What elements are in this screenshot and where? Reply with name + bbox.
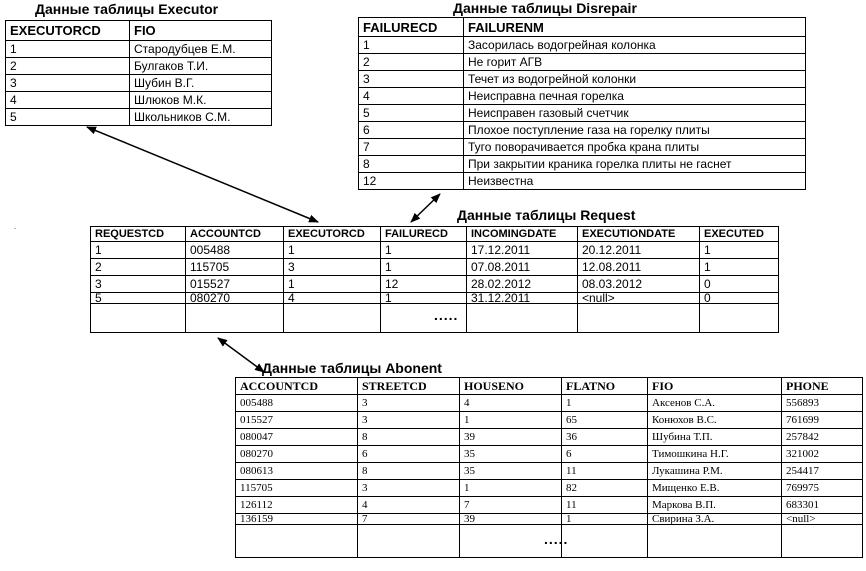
table-cell: 28.02.2012 — [467, 276, 578, 293]
table-cell: 005488 — [186, 242, 284, 259]
request-abonent-arrow — [218, 338, 264, 372]
column-header: FLATNO — [562, 378, 648, 395]
table-cell: Неисправна печная горелка — [464, 88, 806, 105]
table-cell: Тимошкина Н.Г. — [648, 446, 782, 463]
table-cell: 2 — [6, 58, 130, 75]
table-cell: 39 — [460, 514, 562, 525]
table-cell: 11 — [562, 497, 648, 514]
table-cell: 7 — [359, 139, 464, 156]
table-cell: 1 — [460, 412, 562, 429]
table-cell: 1 — [460, 480, 562, 497]
table-cell: Конюхов В.С. — [648, 412, 782, 429]
table-cell: 3 — [6, 75, 130, 92]
column-header: INCOMINGDATE — [467, 227, 578, 242]
table-cell: 3 — [91, 276, 186, 293]
table-cell: 2 — [91, 259, 186, 276]
table-cell: 2 — [359, 54, 464, 71]
column-header: REQUESTCD — [91, 227, 186, 242]
table-cell: 3 — [358, 480, 460, 497]
stray-dot: . — [14, 222, 17, 231]
table-cell: Свирина З.А. — [648, 514, 782, 525]
table-cell: Не горит АГВ — [464, 54, 806, 71]
table-cell: 1 — [700, 259, 779, 276]
table-cell: 3 — [284, 259, 381, 276]
column-header: STREETCD — [358, 378, 460, 395]
table-cell: 080613 — [236, 463, 358, 480]
executor-title: Данные таблицы Executor — [35, 1, 219, 17]
table-cell: 8 — [359, 156, 464, 173]
table-cell: 7 — [358, 514, 460, 525]
table-cell: 6 — [359, 122, 464, 139]
table-cell: 1 — [284, 242, 381, 259]
table-cell: 257842 — [782, 429, 863, 446]
request-title: Данные таблицы Request — [457, 207, 636, 223]
table-cell: 35 — [460, 446, 562, 463]
table-cell: 1 — [381, 242, 467, 259]
table-cell: Стародубцев Е.М. — [130, 41, 272, 58]
table-cell: <null> — [782, 514, 863, 525]
table-cell: 12 — [381, 276, 467, 293]
table-cell: 6 — [562, 446, 648, 463]
table-cell: 35 — [460, 463, 562, 480]
table-cell: 5 — [359, 105, 464, 122]
table-cell: 1 — [6, 41, 130, 58]
table-cell: 20.12.2011 — [578, 242, 700, 259]
table-cell: Шлюков М.К. — [130, 92, 272, 109]
column-header: FAILURECD — [381, 227, 467, 242]
table-cell: <null> — [578, 293, 700, 304]
table-cell: 82 — [562, 480, 648, 497]
table-cell: 3 — [358, 412, 460, 429]
table-cell: Течет из водогрейной колонки — [464, 71, 806, 88]
abonent-title: Данные таблицы Abonent — [262, 360, 442, 376]
table-cell: Мищенко Е.В. — [648, 480, 782, 497]
table-cell: 12.08.2011 — [578, 259, 700, 276]
table-cell: 1 — [284, 276, 381, 293]
table-cell: 0 — [700, 276, 779, 293]
disrepair-request-arrow — [411, 194, 440, 222]
table-cell: Неисправен газовый счетчик — [464, 105, 806, 122]
table-cell: 65 — [562, 412, 648, 429]
table-cell: 1 — [359, 37, 464, 54]
table-cell: Аксенов С.А. — [648, 395, 782, 412]
table-cell: 115705 — [236, 480, 358, 497]
table-cell: 4 — [284, 293, 381, 304]
table-cell: 080047 — [236, 429, 358, 446]
table-cell: Лукашина Р.М. — [648, 463, 782, 480]
table-cell: При закрытии краника горелка плиты не гаснет — [464, 156, 806, 173]
table-cell: 3 — [359, 71, 464, 88]
table-cell: 1 — [381, 259, 467, 276]
column-header: PHONE — [782, 378, 863, 395]
table-cell: 12 — [359, 173, 464, 190]
table-cell: 115705 — [186, 259, 284, 276]
table-cell: 136159 — [236, 514, 358, 525]
table-cell: 015527 — [186, 276, 284, 293]
table-cell: 0 — [700, 293, 779, 304]
table-cell: 7 — [460, 497, 562, 514]
table-cell: 39 — [460, 429, 562, 446]
table-cell: Плохое поступление газа на горелку плиты — [464, 122, 806, 139]
table-cell: 683301 — [782, 497, 863, 514]
table-cell: Туго поворачивается пробка крана плиты — [464, 139, 806, 156]
column-header: HOUSENO — [460, 378, 562, 395]
executor-request-arrow — [87, 127, 318, 222]
table-cell: 5 — [6, 109, 130, 126]
table-cell: 1 — [700, 242, 779, 259]
request-ellipsis: ..... — [434, 307, 459, 323]
column-header: EXECUTORCD — [284, 227, 381, 242]
column-header: ACCOUNTCD — [236, 378, 358, 395]
table-cell: Засорилась водогрейная колонка — [464, 37, 806, 54]
table-cell: 126112 — [236, 497, 358, 514]
disrepair-title: Данные таблицы Disrepair — [453, 0, 637, 16]
table-cell: 4 — [358, 497, 460, 514]
table-cell: 254417 — [782, 463, 863, 480]
table-cell: 07.08.2011 — [467, 259, 578, 276]
table-cell: 080270 — [186, 293, 284, 304]
column-header: EXECUTED — [700, 227, 779, 242]
table-cell: 321002 — [782, 446, 863, 463]
table-cell: 1 — [91, 242, 186, 259]
column-header: FAILURENM — [464, 18, 806, 37]
column-header: FIO — [130, 21, 272, 41]
table-cell: Школьников С.М. — [130, 109, 272, 126]
table-cell: 8 — [358, 429, 460, 446]
table-cell: 8 — [358, 463, 460, 480]
column-header: EXECUTORCD — [6, 21, 130, 41]
table-cell: 31.12.2011 — [467, 293, 578, 304]
table-cell: 1 — [562, 395, 648, 412]
column-header: FIO — [648, 378, 782, 395]
abonent-ellipsis: ..... — [544, 531, 569, 547]
table-cell: 4 — [6, 92, 130, 109]
table-cell: 1 — [381, 293, 467, 304]
table-cell: 11 — [562, 463, 648, 480]
table-cell: 556893 — [782, 395, 863, 412]
table-cell: 4 — [359, 88, 464, 105]
table-cell: 1 — [562, 514, 648, 525]
table-cell: 761699 — [782, 412, 863, 429]
table-cell: Неизвестна — [464, 173, 806, 190]
table-cell: 005488 — [236, 395, 358, 412]
table-cell: Булгаков Т.И. — [130, 58, 272, 75]
table-cell: 08.03.2012 — [578, 276, 700, 293]
table-cell: 4 — [460, 395, 562, 412]
table-cell: 5 — [91, 293, 186, 304]
table-cell: 17.12.2011 — [467, 242, 578, 259]
table-cell: Маркова В.П. — [648, 497, 782, 514]
table-cell: Шубин В.Г. — [130, 75, 272, 92]
column-header: EXECUTIONDATE — [578, 227, 700, 242]
table-cell: 015527 — [236, 412, 358, 429]
table-cell: 769975 — [782, 480, 863, 497]
column-header: FAILURECD — [359, 18, 464, 37]
column-header: ACCOUNTCD — [186, 227, 284, 242]
table-cell: 080270 — [236, 446, 358, 463]
table-cell: 6 — [358, 446, 460, 463]
table-cell: 3 — [358, 395, 460, 412]
table-cell: 36 — [562, 429, 648, 446]
table-cell: Шубина Т.П. — [648, 429, 782, 446]
